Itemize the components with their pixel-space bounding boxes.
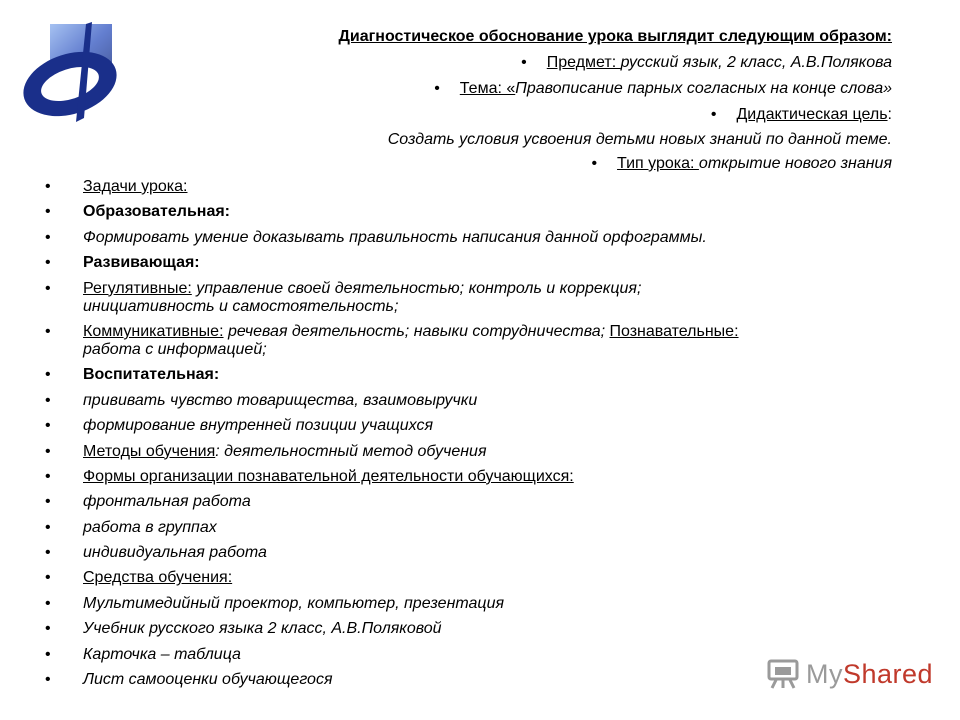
list-item: • индивидуальная работа: [45, 544, 267, 562]
list-item: • Развивающая:: [45, 254, 200, 272]
lesson-details-list: [45, 178, 895, 696]
logo-emblem-icon: [14, 18, 132, 126]
list-item: • Задачи урока:: [45, 178, 188, 195]
page-title: Диагностическое обоснование урока выглядит следующим образом:: [338, 28, 892, 45]
list-item: • Формировать умение доказывать правильность написания данной орфограммы.: [45, 228, 707, 246]
projector-icon: [766, 658, 800, 690]
list-item: • Средства обучения:: [45, 569, 233, 587]
goal-text: Создать условия усвоения детьми новых знаний по данной теме.: [387, 131, 892, 148]
logo: [14, 18, 132, 126]
list-item: • Регулятивные: управление своей деятельностью; контроль и коррекция; инициативность и самостоятельность;: [45, 279, 642, 315]
list-item: • фронтальная работа: [45, 493, 251, 511]
list-item: • Воспитательная:: [45, 366, 220, 384]
myshared-watermark[interactable]: MyShared: [766, 656, 933, 692]
list-item: • формирование внутренней позиции учащихся: [45, 417, 434, 435]
list-item: • Коммуникативные: речевая деятельность; навыки сотрудничества; Познавательные: работа с информацией;: [45, 322, 739, 358]
list-item: • Образовательная:: [45, 203, 231, 221]
lesson-type-line: • Тип урока: открытие нового знания: [591, 155, 892, 172]
list-item: • Учебник русского языка 2 класс, А.В.Поляковой: [45, 620, 442, 638]
list-item: • прививать чувство товарищества, взаимовыручки: [45, 391, 478, 409]
topic-line: • Тема: «Правописание парных согласных на конце слова»: [434, 80, 892, 97]
list-item: • работа в группах: [45, 518, 217, 536]
goal-line: • Дидактическая цель:: [710, 106, 892, 123]
list-item: • Карточка – таблица: [45, 645, 241, 663]
list-item: • Формы организации познавательной деятельности обучающихся:: [45, 467, 574, 485]
subject-line: • Предмет: русский язык, 2 класс, А.В.Полякова: [521, 54, 892, 71]
list-item: • Мультимедийный проектор, компьютер, презентация: [45, 594, 505, 612]
list-item: • Лист самооценки обучающегося: [45, 671, 333, 689]
list-item: • Методы обучения: деятельностный метод обучения: [45, 442, 487, 460]
